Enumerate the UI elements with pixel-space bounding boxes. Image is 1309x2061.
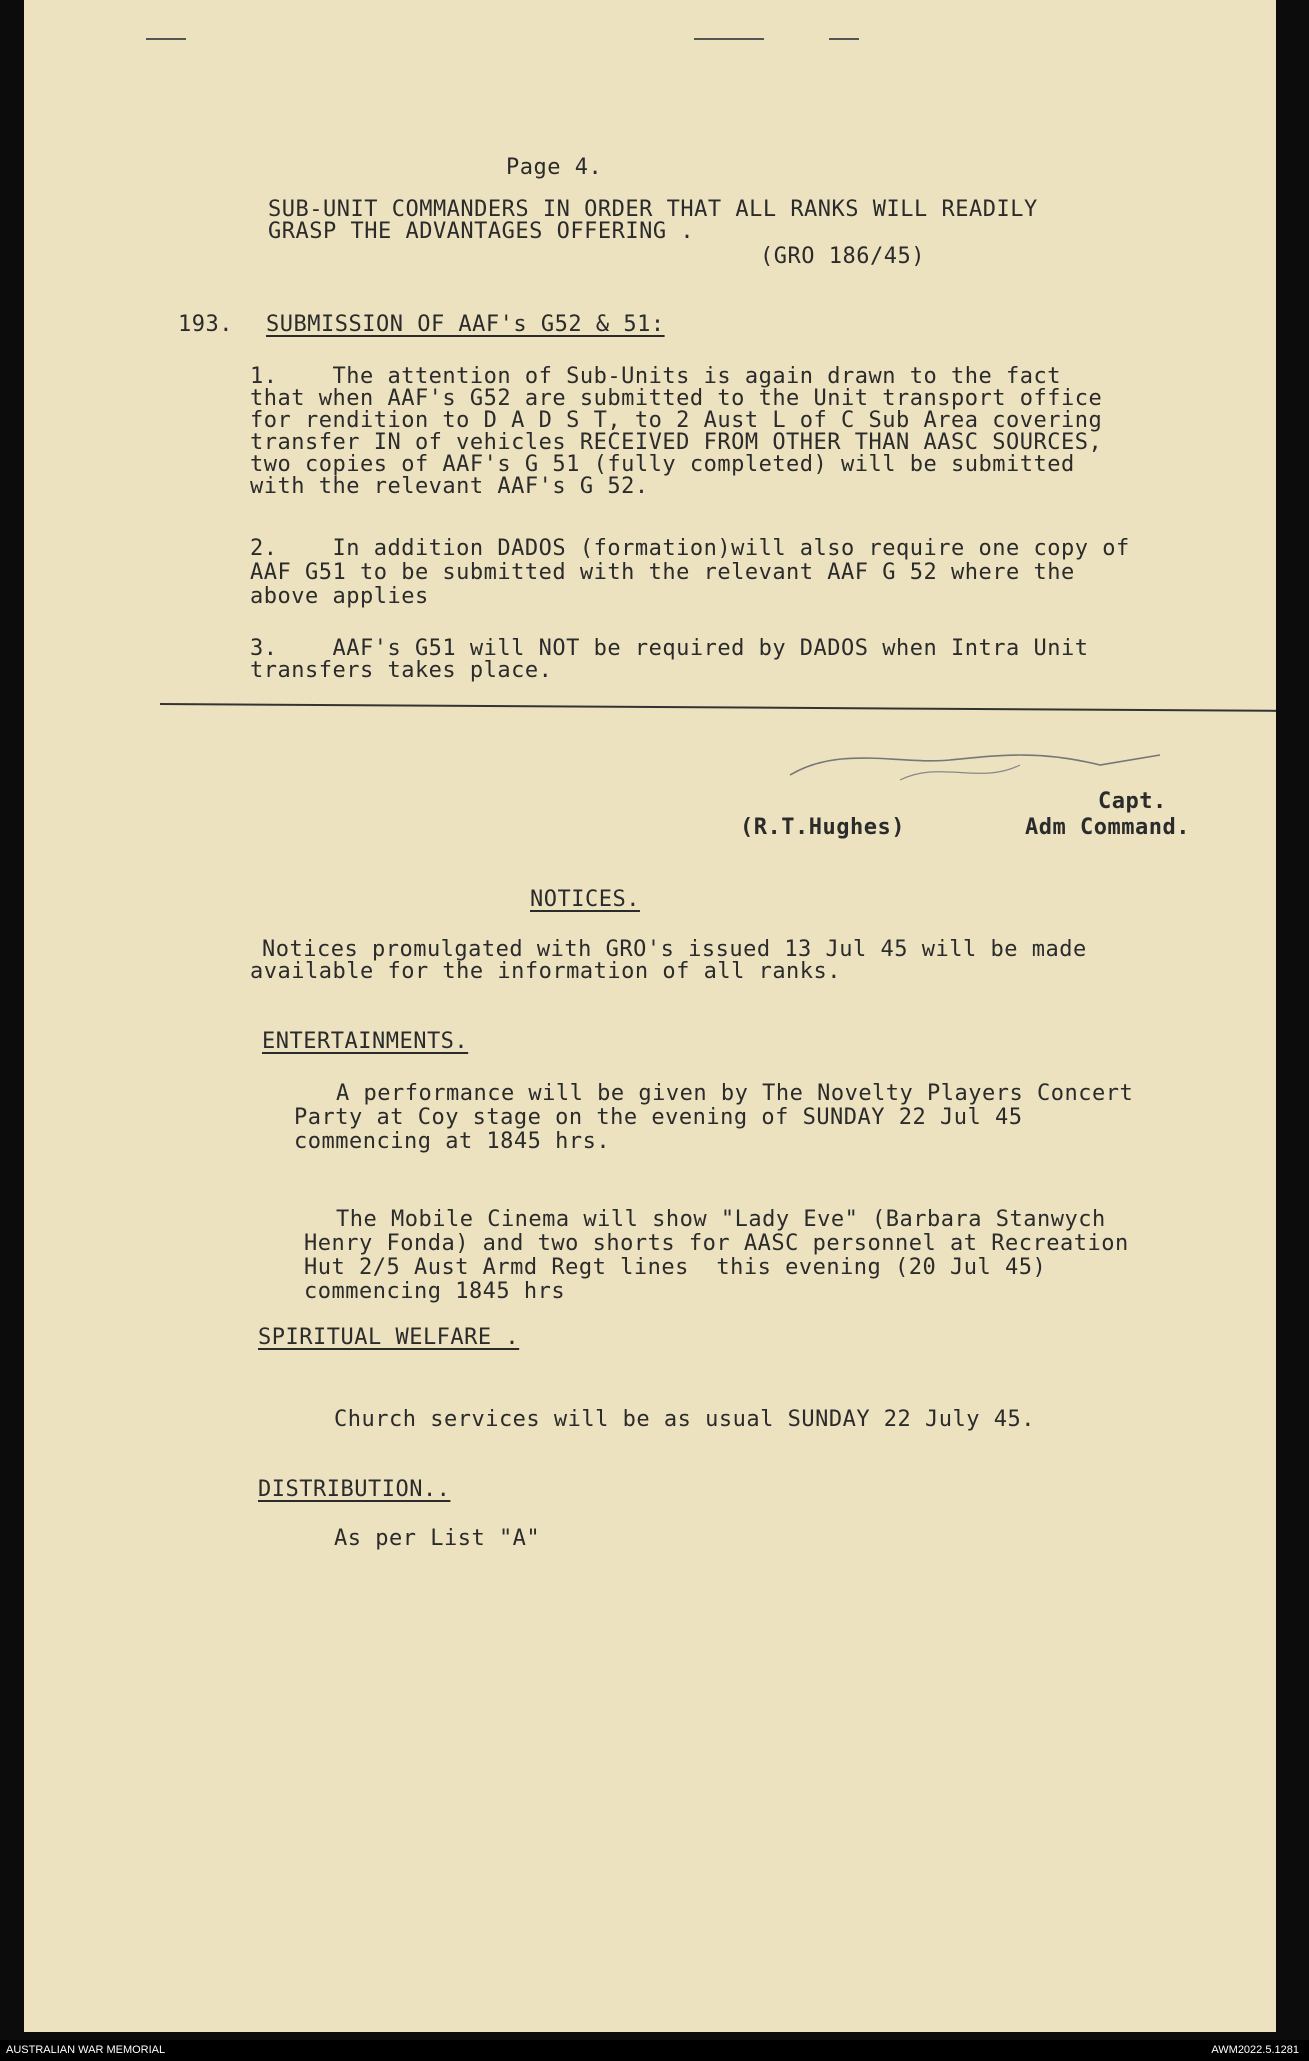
text-line: Church services will be as usual SUNDAY 22 July 45. [334, 1407, 1036, 1432]
footer-bar [0, 2040, 1309, 2061]
text-line: Henry Fonda) and two shorts for AASC personnel at Recreation [304, 1231, 1129, 1256]
gro-reference: (GRO 186/45) [760, 244, 925, 269]
text-line: above applies [250, 584, 429, 609]
text-line: Notices promulgated with GRO's issued 13 Jul 45 will be made [262, 937, 1087, 962]
text-line: with the relevant AAF's G 52. [250, 474, 649, 499]
text-line: A performance will be given by The Novelty Players Concert [336, 1081, 1134, 1106]
footer-catalog-id: AWM2022.5.1281 [1211, 2044, 1299, 2056]
scan-mark [146, 38, 186, 40]
entertainments-heading: ENTERTAINMENTS. [262, 1029, 469, 1054]
spiritual-welfare-heading: SPIRITUAL WELFARE . [258, 1325, 520, 1350]
text-line: 3. AAF's G51 will NOT be required by DADOS when Intra Unit [250, 636, 1089, 661]
text-line: 1. The attention of Sub-Units is again drawn to the fact [250, 364, 1061, 389]
signatory-rank: Capt. [1098, 789, 1167, 814]
item-heading: SUBMISSION OF AAF's G52 & 51: [266, 312, 665, 337]
text-line: that when AAF's G52 are submitted to the Unit transport office [250, 386, 1103, 411]
scan-mark [694, 38, 764, 40]
text-line: for rendition to D A D S T, to 2 Aust L of C Sub Area covering [250, 408, 1103, 433]
text-line: 2. In addition DADOS (formation)will also require one copy of [250, 536, 1130, 561]
scan-mark [829, 38, 859, 40]
notices-heading: NOTICES. [530, 887, 640, 912]
text-line: available for the information of all ranks. [250, 959, 842, 984]
signatory-title: Adm Command. [1025, 815, 1190, 840]
text-line: The Mobile Cinema will show "Lady Eve" (Barbara Stanwych [336, 1207, 1106, 1232]
text-line: transfer IN of vehicles RECEIVED FROM OTHER THAN AASC SOURCES, [250, 430, 1103, 455]
document-page [24, 0, 1276, 2032]
page-number: Page 4. [506, 155, 603, 180]
text-line: Party at Coy stage on the evening of SUNDAY 22 Jul 45 [294, 1105, 1023, 1130]
intro-line: GRASP THE ADVANTAGES OFFERING . [268, 219, 695, 244]
text-line: AAF G51 to be submitted with the relevant AAF G 52 where the [250, 560, 1075, 585]
signatory-name: (R.T.Hughes) [740, 815, 905, 840]
footer-source: AUSTRALIAN WAR MEMORIAL [6, 2044, 166, 2056]
distribution-heading: DISTRIBUTION.. [258, 1477, 451, 1502]
intro-line: SUB-UNIT COMMANDERS IN ORDER THAT ALL RANKS WILL READILY [268, 197, 1038, 222]
text-line: two copies of AAF's G 51 (fully completed) will be submitted [250, 452, 1075, 477]
item-number: 193. [178, 312, 233, 337]
text-line: Hut 2/5 Aust Armd Regt lines this evening (20 Jul 45) [304, 1255, 1047, 1280]
text-line: commencing 1845 hrs [304, 1279, 566, 1304]
text-line: As per List "A" [334, 1526, 541, 1551]
text-line: transfers takes place. [250, 658, 553, 683]
text-line: commencing at 1845 hrs. [294, 1129, 611, 1154]
